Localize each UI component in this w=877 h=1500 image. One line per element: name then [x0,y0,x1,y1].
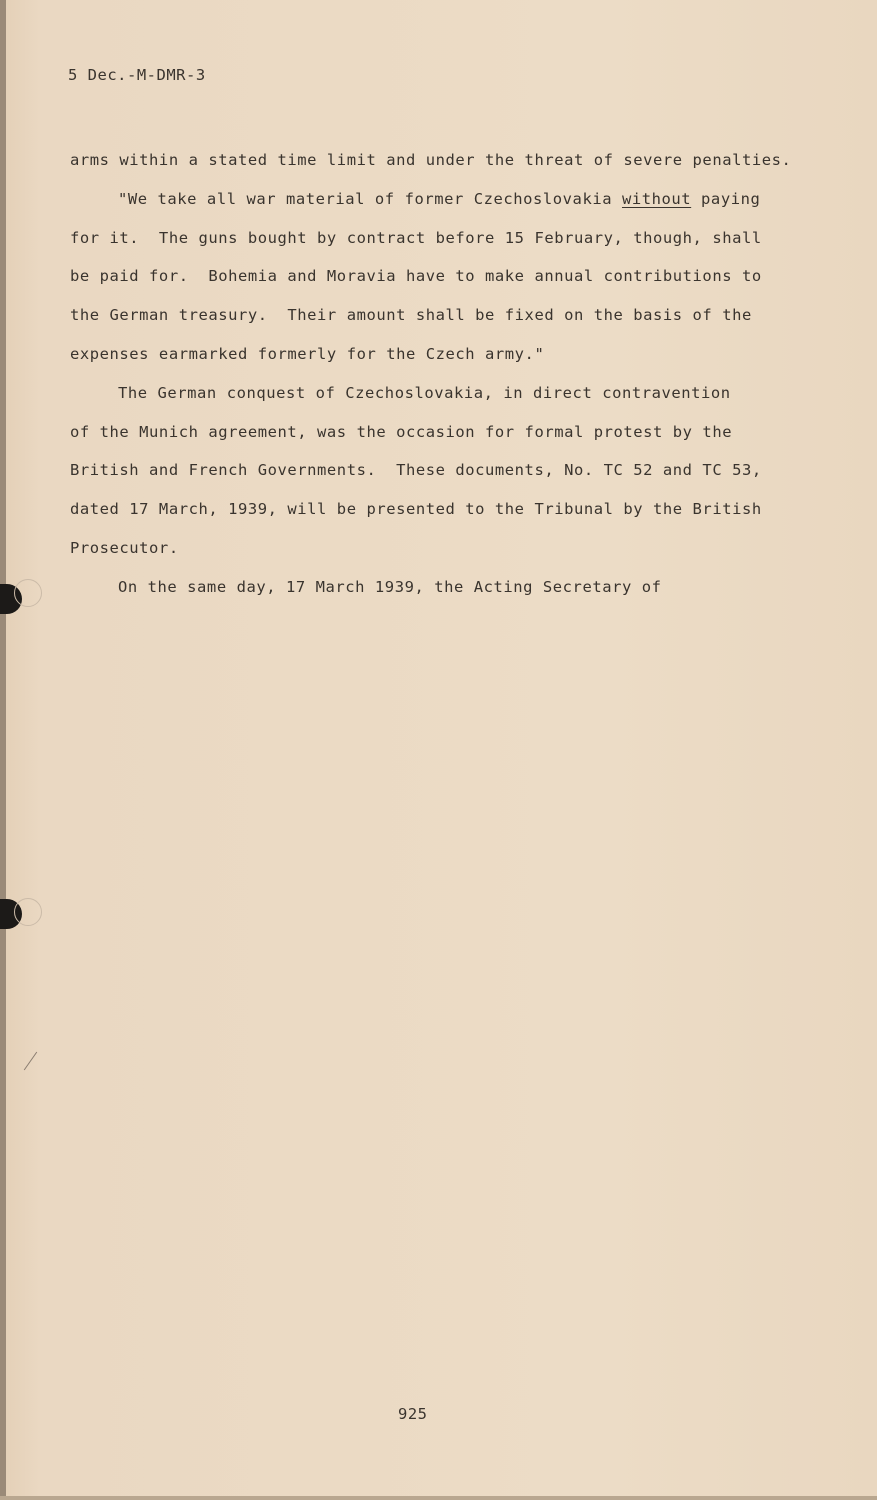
text-line: Prosecutor. [70,538,179,557]
text-line: the German treasury. Their amount shall be fixed on the basis of the [70,306,752,325]
punch-ring-icon [14,579,42,607]
pencil-mark [24,1052,37,1071]
page-left-edge [0,0,6,1500]
text-line: arms within a stated time limit and under the threat of severe penalties. [70,151,792,169]
punch-ring-icon [14,898,42,926]
text-span: "We take all war material of former Czechoslovakia [118,189,622,208]
text-line: British and French Governments. These documents, No. TC 52 and TC 53, [70,461,762,480]
page-number: 925 [398,1405,428,1423]
text-line [70,180,790,219]
text-span: paying [691,189,761,208]
page-bottom-edge [0,1496,877,1500]
text-line: be paid for. Bohemia and Moravia have to make annual contributions to [70,267,762,286]
text-line: expenses earmarked formerly for the Czech army." [70,344,545,363]
text-line: The German conquest of Czechoslovakia, in direct contravention [118,383,731,402]
page-header: 5 Dec.-M-DMR-3 [68,66,206,84]
text-line: for it. The guns bought by contract before 15 February, though, shall [70,228,762,247]
document-body [70,141,790,607]
text-line: of the Munich agreement, was the occasion for formal protest by the [70,422,733,441]
text-line: dated 17 March, 1939, will be presented to the Tribunal by the British [70,500,762,519]
underlined-word: without [621,189,692,208]
text-line: On the same day, 17 March 1939, the Acting Secretary of [118,577,662,596]
